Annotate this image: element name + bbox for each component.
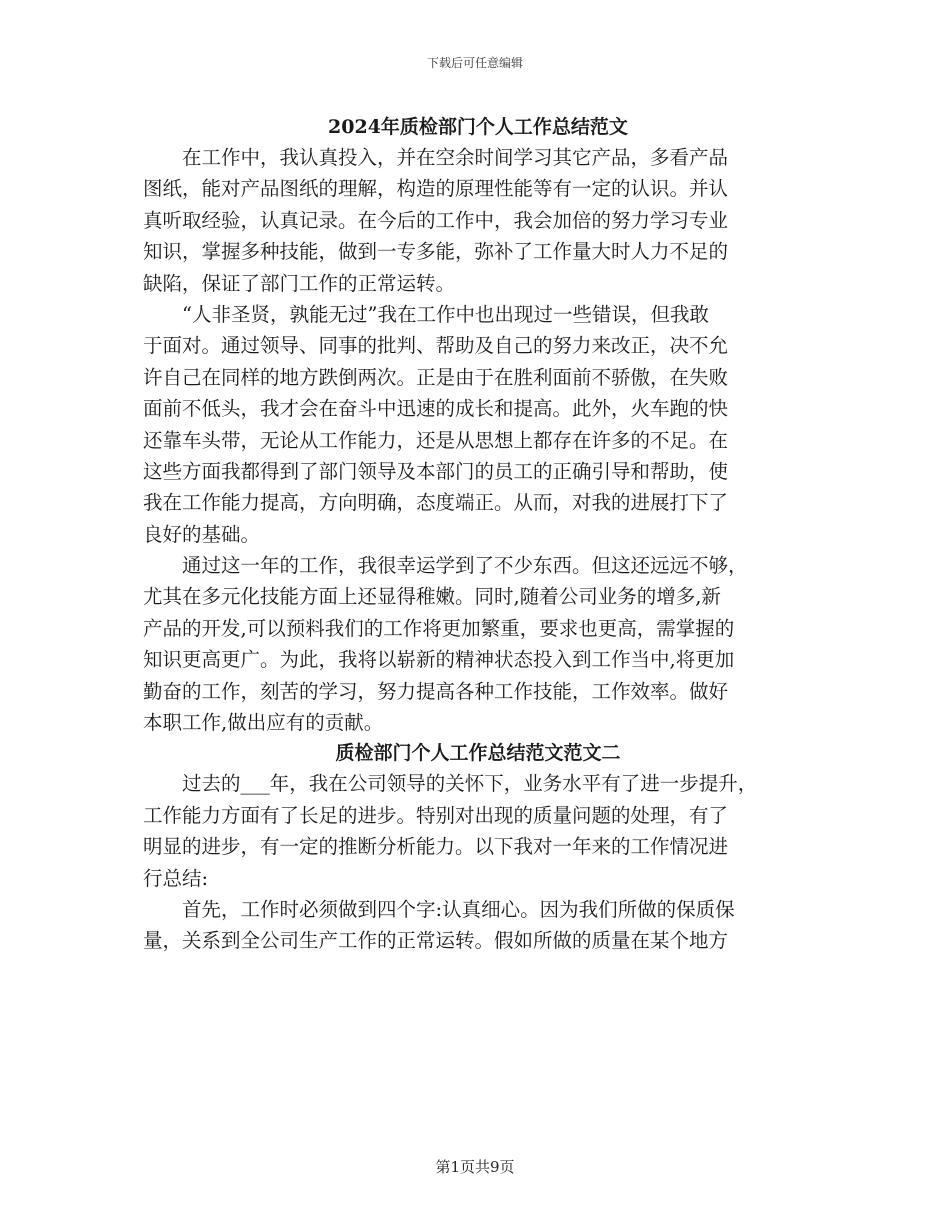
text-line: 尤其在多元化技能方面上还显得稚嫩。同时,随着公司业务的增多,新 bbox=[143, 585, 721, 609]
text-line: “人非圣贤，孰能无过”我在工作中也出现过一些错误，但我敢 bbox=[143, 302, 709, 326]
text-line: 行总结: bbox=[143, 866, 209, 890]
text-line: 量，关系到全公司生产工作的正常运转。假如所做的质量在某个地方 bbox=[143, 929, 729, 953]
text-line: 知识更高更广。为此，我将以崭新的精神状态投入到工作当中,将更加 bbox=[143, 648, 735, 672]
paragraph bbox=[143, 299, 813, 550]
section-title: 质检部门个人工作总结范文范文二 bbox=[335, 742, 621, 765]
section-title: 2024年质检部门个人工作总结范文 bbox=[328, 116, 628, 138]
text-line: 产品的开发,可以预料我们的工作将更加繁重，要求也更高，需掌握的 bbox=[143, 616, 735, 640]
paragraph bbox=[143, 142, 813, 299]
text-line: 本职工作,做出应有的贡献。 bbox=[143, 711, 384, 735]
text-line: 许自己在同样的地方跌倒两次。正是由于在胜利面前不骄傲，在失败 bbox=[143, 365, 729, 389]
paragraph bbox=[143, 768, 813, 894]
text-line: 还靠车头带，无论从工作能力，还是从思想上都存在许多的不足。在 bbox=[143, 428, 729, 452]
text-line: 我在工作能力提高，方向明确，态度端正。从而，对我的进展打下了 bbox=[143, 491, 729, 515]
text-line: 知识，掌握多种技能，做到一专多能，弥补了工作量大时人力不足的 bbox=[143, 240, 729, 264]
page-footer: 第1页共9页 bbox=[435, 1158, 515, 1176]
header-note: 下载后可任意编辑 bbox=[426, 56, 523, 70]
text-line: 真听取经验，认真记录。在今后的工作中，我会加倍的努力学习专业 bbox=[143, 208, 729, 232]
text-line: 首先，工作时必须做到四个字:认真细心。因为我们所做的保质保 bbox=[143, 897, 735, 921]
text-line: 在工作中，我认真投入，并在空余时间学习其它产品，多看产品 bbox=[143, 146, 729, 169]
paragraph bbox=[143, 550, 813, 738]
text-line: 缺陷，保证了部门工作的正常运转。 bbox=[143, 271, 456, 295]
text-line: 图纸，能对产品图纸的理解，构造的原理性能等有一定的认识。并认 bbox=[143, 177, 729, 201]
text-line: 良好的基础。 bbox=[143, 522, 261, 546]
section-2 bbox=[143, 738, 813, 956]
text-line: 这些方面我都得到了部门领导及本部门的员工的正确引导和帮助，使 bbox=[143, 459, 729, 483]
text-line: 面前不低头，我才会在奋斗中迅速的成长和提高。此外，火车跑的快 bbox=[143, 397, 729, 421]
text-line: 工作能力方面有了长足的进步。特别对出现的质量问题的处理，有了 bbox=[143, 803, 729, 827]
text-line: 明显的进步，有一定的推断分析能力。以下我对一年来的工作情况进 bbox=[143, 835, 729, 859]
text-line: 于面对。通过领导、同事的批判、帮助及自己的努力来改正，决不允 bbox=[143, 334, 729, 358]
text-line: 过去的___年，我在公司领导的关怀下，业务水平有了进一步提升， bbox=[143, 772, 758, 796]
document-body bbox=[143, 112, 813, 957]
text-line: 勤奋的工作，刻苦的学习，努力提高各种工作技能，工作效率。做好 bbox=[143, 679, 729, 703]
paragraph bbox=[143, 894, 813, 957]
section-1 bbox=[143, 112, 813, 738]
text-line: 通过这一年的工作，我很幸运学到了不少东西。但这还远远不够， bbox=[143, 554, 748, 578]
